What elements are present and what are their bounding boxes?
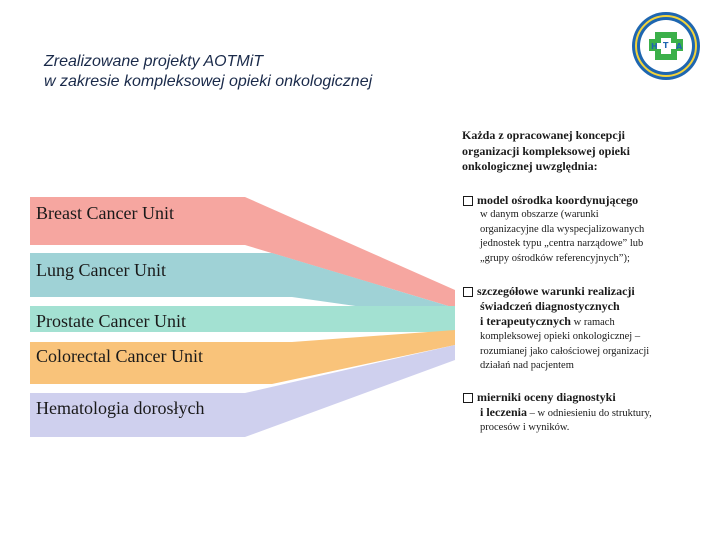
bullet-detailed-conditions <box>462 284 712 374</box>
bullet-heading <box>462 390 712 405</box>
slide-title-line-1: Zrealizowane projekty AOTMiT <box>44 53 264 70</box>
concept-intro-line: Każda z opracowanej koncepcji <box>462 128 625 142</box>
concept-intro-line: organizacji kompleksowej opieki <box>462 143 630 158</box>
bullet-heading-continuation <box>462 405 712 421</box>
bullet-body-line: „grupy ośrodków referencyjnych”); <box>480 252 630 264</box>
checkbox-bullet-icon <box>463 393 473 403</box>
checkbox-bullet-icon <box>463 287 473 297</box>
bullet-heading-continuation <box>462 299 712 330</box>
unit-label-hematology: Hematologia dorosłych <box>36 398 205 418</box>
bullet-body-line: działań nad pacjentem <box>480 360 574 371</box>
svg-text:A: A <box>676 42 683 51</box>
concept-intro <box>462 128 712 175</box>
unit-label-colorectal-cancer: Colorectal Cancer Unit <box>36 346 203 366</box>
bullet-heading <box>462 193 712 208</box>
concept-intro-line: onkologicznej uwzględnia: <box>462 159 598 173</box>
bullet-heading-bold: świadczeń diagnostycznych <box>480 299 620 313</box>
bullet-heading <box>462 284 712 299</box>
bullet-heading-bold: i leczenia <box>480 405 527 419</box>
unit-label-breast-cancer: Breast Cancer Unit <box>36 203 174 223</box>
bullet-heading-rest: w ramach <box>570 317 615 328</box>
unit-label-lung-cancer: Lung Cancer Unit <box>36 260 166 280</box>
bullet-body-line: rozumianej jako całościowej organizacji <box>480 345 650 357</box>
bullet-body <box>462 208 712 266</box>
bullet-heading-bold: szczegółowe warunki realizacji <box>477 284 635 298</box>
bullet-heading-rest: – w odniesieniu do struktury, <box>526 408 652 419</box>
svg-text:T: T <box>663 41 669 50</box>
bullet-body-line: organizacyjne dla wyspecjalizowanych <box>480 223 645 235</box>
bullet-evaluation-metrics <box>462 390 712 436</box>
bullet-heading-bold: mierniki oceny diagnostyki <box>477 390 616 404</box>
bullet-coordinating-center-model <box>462 193 712 266</box>
bullet-body-line: kompleksowej opieki onkologicznej – <box>480 331 641 342</box>
bullet-body-line: w danym obszarze (warunki <box>480 209 599 220</box>
slide-title-line-2: w zakresie kompleksowej opieki onkologicznej <box>44 73 373 90</box>
bullet-body <box>462 330 712 374</box>
bullet-body-line: jednostek typu „centra narządowe” lub <box>480 238 644 249</box>
svg-text:H: H <box>651 42 658 51</box>
checkbox-bullet-icon <box>463 196 473 206</box>
bullet-heading-bold: i terapeutycznych <box>480 314 571 328</box>
bullet-heading-bold: model ośrodka koordynującego <box>477 193 639 207</box>
unit-label-prostate-cancer: Prostate Cancer Unit <box>36 311 186 331</box>
bullet-body-line: procesów i wyników. <box>480 422 570 433</box>
bullet-body <box>462 421 712 436</box>
